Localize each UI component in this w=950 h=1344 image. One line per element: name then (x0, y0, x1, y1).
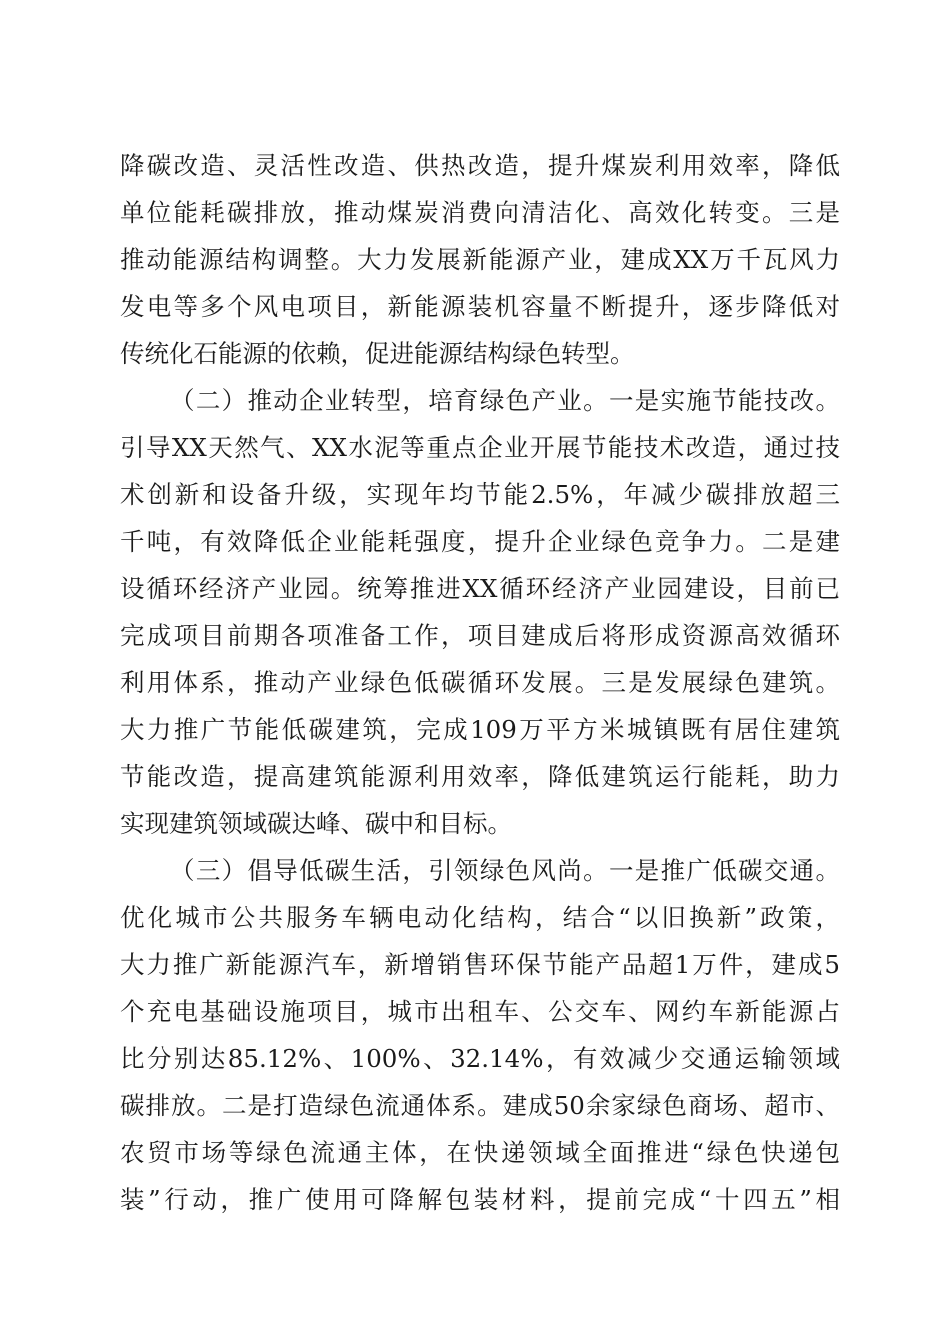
text-line: 推动能源结构调整。大力发展新能源产业，建成XX万千瓦风力 (120, 245, 840, 274)
section-heading-line: （三）倡导低碳生活，引领绿色风尚。一是推广低碳交通。 (170, 856, 840, 885)
section-heading-line: （二）推动企业转型，培育绿色产业。一是实施节能技改。 (170, 386, 840, 415)
text-line: 节能改造，提高建筑能源利用效率，降低建筑运行能耗，助力 (120, 762, 840, 791)
text-line: 个充电基础设施项目，城市出租车、公交车、网约车新能源占 (120, 997, 840, 1026)
text-line: 碳排放。二是打造绿色流通体系。建成50余家绿色商场、超市、 (120, 1091, 840, 1120)
text-line: 术创新和设备升级，实现年均节能2.5%，年减少碳排放超三 (120, 480, 840, 509)
text-line: 单位能耗碳排放，推动煤炭消费向清洁化、高效化转变。三是 (120, 198, 840, 227)
document-body (120, 142, 840, 1223)
text-line: 发电等多个风电项目，新能源装机容量不断提升，逐步降低对 (120, 292, 840, 321)
text-line: 千吨，有效降低企业能耗强度，提升企业绿色竞争力。二是建 (120, 527, 840, 556)
text-line: 农贸市场等绿色流通主体，在快递领域全面推进“绿色快递包 (120, 1138, 840, 1167)
text-line: 优化城市公共服务车辆电动化结构，结合“以旧换新”政策， (120, 903, 840, 932)
text-line: 比分别达85.12%、100%、32.14%，有效减少交通运输领域 (120, 1044, 840, 1073)
text-line: 设循环经济产业园。统筹推进XX循环经济产业园建设，目前已 (120, 574, 840, 603)
text-line: 完成项目前期各项准备工作，项目建成后将形成资源高效循环 (120, 621, 840, 650)
text-line: 传统化石能源的依赖，促进能源结构绿色转型。 (120, 339, 635, 368)
text-line: 大力推广新能源汽车，新增销售环保节能产品超1万件，建成5 (120, 950, 840, 979)
text-line: 降碳改造、灵活性改造、供热改造，提升煤炭利用效率，降低 (120, 151, 840, 180)
text-line: 装”行动，推广使用可降解包装材料，提前完成“十四五”相 (120, 1185, 840, 1214)
text-line: 实现建筑领域碳达峰、碳中和目标。 (120, 809, 512, 838)
text-line: 大力推广节能低碳建筑，完成109万平方米城镇既有居住建筑 (120, 715, 840, 744)
text-line: 引导XX天然气、XX水泥等重点企业开展节能技术改造，通过技 (120, 433, 840, 462)
text-line: 利用体系，推动产业绿色低碳循环发展。三是发展绿色建筑。 (120, 668, 840, 697)
